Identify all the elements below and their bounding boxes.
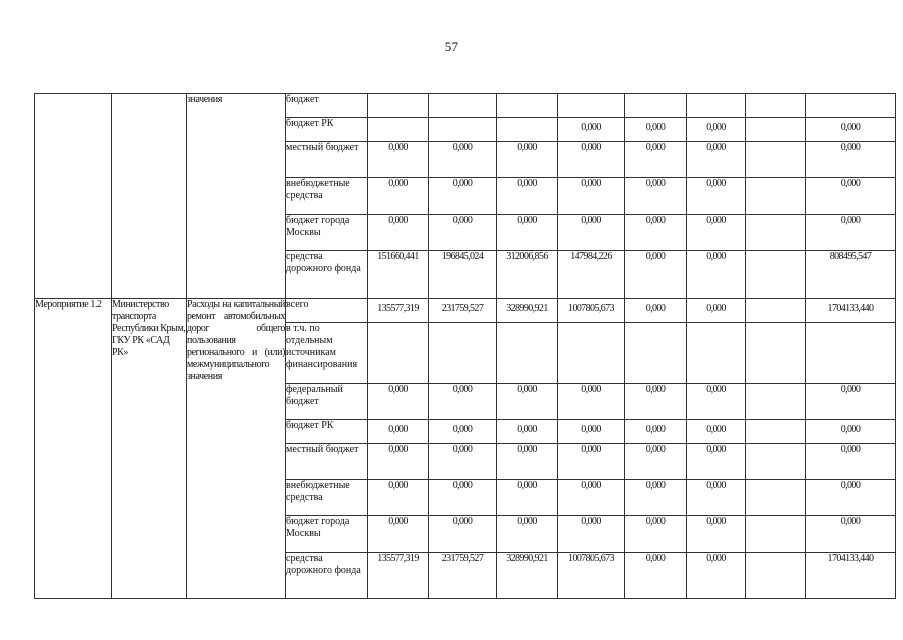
value-cell: 0,000 xyxy=(429,444,497,480)
source-label: средства дорожного фонда xyxy=(286,250,368,298)
value-cell: 0,000 xyxy=(429,214,497,250)
value-cell: 0,000 xyxy=(806,383,896,419)
value-cell: 231759,527 xyxy=(429,552,497,598)
value-cell: 0,000 xyxy=(806,444,896,480)
measure-name-cell xyxy=(35,94,112,299)
value-cell: 0,000 xyxy=(687,480,746,516)
value-cell xyxy=(746,250,806,298)
value-cell: 0,000 xyxy=(687,552,746,598)
value-cell: 0,000 xyxy=(497,214,558,250)
value-cell: 196845,024 xyxy=(429,250,497,298)
value-cell: 1007805,673 xyxy=(558,299,625,323)
value-cell: 0,000 xyxy=(687,516,746,552)
value-cell: 0,000 xyxy=(625,552,687,598)
value-cell: 151660,441 xyxy=(368,250,429,298)
source-label: в т.ч. по отдельным источникам финансирования xyxy=(286,323,368,383)
value-cell: 0,000 xyxy=(429,480,497,516)
value-cell: 0,000 xyxy=(497,383,558,419)
value-cell: 0,000 xyxy=(625,214,687,250)
page-number: 57 xyxy=(444,39,459,54)
value-cell: 328990,921 xyxy=(497,299,558,323)
value-cell: 808495,547 xyxy=(806,250,896,298)
value-cell: 0,000 xyxy=(687,142,746,178)
value-cell: 0,000 xyxy=(497,142,558,178)
value-cell xyxy=(687,94,746,118)
table-row xyxy=(35,94,896,118)
value-cell xyxy=(746,214,806,250)
value-cell: 0,000 xyxy=(625,383,687,419)
value-cell: 0,000 xyxy=(806,178,896,214)
value-cell xyxy=(497,118,558,142)
value-cell: 0,000 xyxy=(558,142,625,178)
source-label: местный бюджет xyxy=(286,444,368,480)
source-label: средства дорожного фонда xyxy=(286,552,368,598)
value-cell: 0,000 xyxy=(368,178,429,214)
value-cell xyxy=(368,94,429,118)
value-cell xyxy=(746,118,806,142)
value-cell xyxy=(806,94,896,118)
value-cell xyxy=(429,94,497,118)
value-cell: 0,000 xyxy=(687,178,746,214)
value-cell: 0,000 xyxy=(625,118,687,142)
value-cell: 0,000 xyxy=(687,214,746,250)
value-cell xyxy=(558,323,625,383)
value-cell: 0,000 xyxy=(687,118,746,142)
value-cell: 0,000 xyxy=(429,178,497,214)
value-cell: 0,000 xyxy=(429,383,497,419)
value-cell: 0,000 xyxy=(558,178,625,214)
value-cell: 0,000 xyxy=(558,516,625,552)
value-cell: 147984,226 xyxy=(558,250,625,298)
value-cell xyxy=(429,118,497,142)
value-cell xyxy=(746,552,806,598)
value-cell: 0,000 xyxy=(429,142,497,178)
value-cell: 0,000 xyxy=(558,383,625,419)
value-cell xyxy=(497,323,558,383)
value-cell: 0,000 xyxy=(497,419,558,443)
value-cell xyxy=(558,94,625,118)
value-cell xyxy=(687,323,746,383)
value-cell: 0,000 xyxy=(806,214,896,250)
value-cell: 1007805,673 xyxy=(558,552,625,598)
value-cell: 0,000 xyxy=(368,444,429,480)
value-cell: 0,000 xyxy=(497,480,558,516)
value-cell: 0,000 xyxy=(368,214,429,250)
value-cell xyxy=(746,94,806,118)
value-cell xyxy=(806,323,896,383)
value-cell: 0,000 xyxy=(368,516,429,552)
value-cell: 0,000 xyxy=(806,480,896,516)
value-cell: 0,000 xyxy=(558,419,625,443)
value-cell: 135577,319 xyxy=(368,552,429,598)
source-label: внебюджетные средства xyxy=(286,480,368,516)
executor: Министерство транспорта Республики Крым, ГКУ РК «САД РК» xyxy=(112,299,187,599)
value-cell: 0,000 xyxy=(429,419,497,443)
value-cell: 0,000 xyxy=(368,419,429,443)
value-cell: 0,000 xyxy=(497,516,558,552)
value-cell: 0,000 xyxy=(368,480,429,516)
value-cell: 0,000 xyxy=(806,419,896,443)
source-label: бюджет РК xyxy=(286,419,368,443)
value-cell: 0,000 xyxy=(625,516,687,552)
value-cell xyxy=(746,142,806,178)
value-cell: 0,000 xyxy=(687,299,746,323)
executor-cell xyxy=(112,94,187,299)
source-label: местный бюджет xyxy=(286,142,368,178)
value-cell: 0,000 xyxy=(368,142,429,178)
budget-table xyxy=(34,93,896,599)
value-cell: 0,000 xyxy=(625,142,687,178)
value-cell: 328990,921 xyxy=(497,552,558,598)
value-cell xyxy=(625,323,687,383)
source-label: бюджет города Москвы xyxy=(286,516,368,552)
value-cell: 0,000 xyxy=(497,444,558,480)
value-cell: 0,000 xyxy=(558,118,625,142)
value-cell: 0,000 xyxy=(806,118,896,142)
value-cell: 0,000 xyxy=(687,383,746,419)
value-cell: 0,000 xyxy=(558,480,625,516)
value-cell: 0,000 xyxy=(625,444,687,480)
value-cell: 0,000 xyxy=(625,299,687,323)
table-row xyxy=(35,299,896,323)
value-cell: 0,000 xyxy=(558,214,625,250)
value-cell: 1704133,440 xyxy=(806,552,896,598)
measure-description: Расходы на капитальный ремонт автомобильных дорог общего пользования регионального и (или) межмуниципального значения xyxy=(187,299,286,599)
value-cell: 0,000 xyxy=(558,444,625,480)
value-cell xyxy=(746,383,806,419)
value-cell xyxy=(746,323,806,383)
source-label: бюджет города Москвы xyxy=(286,214,368,250)
value-cell: 312006,856 xyxy=(497,250,558,298)
source-label: бюджет РК xyxy=(286,118,368,142)
value-cell: 1704133,440 xyxy=(806,299,896,323)
value-cell xyxy=(746,444,806,480)
value-cell: 0,000 xyxy=(687,419,746,443)
value-cell: 0,000 xyxy=(429,516,497,552)
description-tail: значения xyxy=(187,94,286,299)
value-cell: 0,000 xyxy=(625,250,687,298)
value-cell xyxy=(746,178,806,214)
value-cell: 0,000 xyxy=(625,178,687,214)
value-cell xyxy=(746,419,806,443)
source-label: бюджет xyxy=(286,94,368,118)
value-cell: 0,000 xyxy=(806,516,896,552)
value-cell: 0,000 xyxy=(368,383,429,419)
value-cell xyxy=(746,480,806,516)
value-cell xyxy=(368,323,429,383)
source-label: внебюджетные средства xyxy=(286,178,368,214)
value-cell xyxy=(429,323,497,383)
value-cell xyxy=(497,94,558,118)
value-cell: 231759,527 xyxy=(429,299,497,323)
value-cell xyxy=(746,516,806,552)
value-cell: 0,000 xyxy=(687,444,746,480)
value-cell: 0,000 xyxy=(806,142,896,178)
value-cell: 0,000 xyxy=(625,480,687,516)
value-cell: 0,000 xyxy=(625,419,687,443)
source-label: всего xyxy=(286,299,368,323)
value-cell: 0,000 xyxy=(687,250,746,298)
measure-name: Мероприятие 1.2 xyxy=(35,299,112,599)
source-label: федеральный бюджет xyxy=(286,383,368,419)
value-cell xyxy=(625,94,687,118)
value-cell: 0,000 xyxy=(497,178,558,214)
value-cell: 135577,319 xyxy=(368,299,429,323)
value-cell xyxy=(368,118,429,142)
value-cell xyxy=(746,299,806,323)
